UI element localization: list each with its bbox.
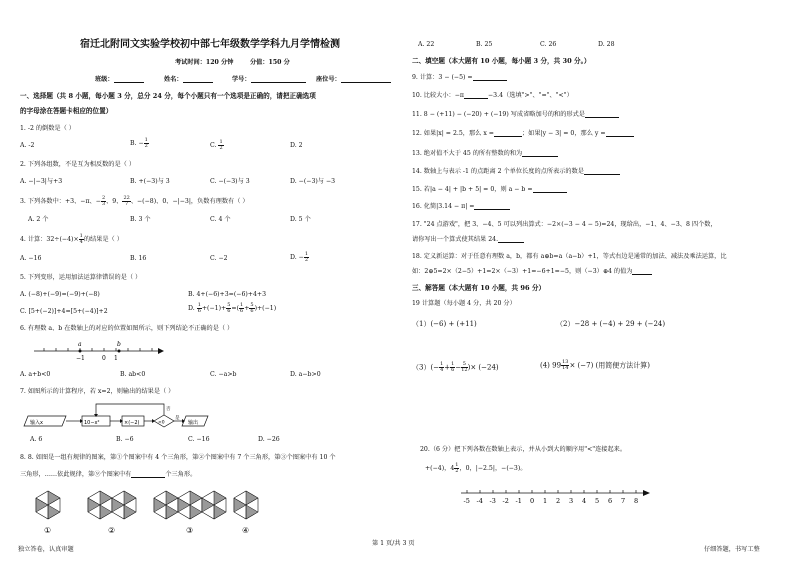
axis-label: 2 bbox=[556, 497, 561, 505]
q6-option-c[interactable]: C. −a>b bbox=[210, 371, 237, 378]
q5-option-b[interactable]: B. 4+(−6)+3=(−6)+4+3 bbox=[188, 291, 267, 298]
axis-label: 3 bbox=[569, 497, 574, 505]
flow-step1: 10−x² bbox=[84, 420, 100, 426]
q3-option-d[interactable]: D. 5 个 bbox=[290, 216, 311, 223]
svg-text:a: a bbox=[78, 341, 82, 348]
svg-text:b: b bbox=[117, 341, 121, 348]
q7-stem: 7. 如图所示的计算程序，若 x=2，则输出的结果是（ ） bbox=[20, 388, 175, 395]
axis-label: -1 bbox=[515, 497, 522, 505]
section3-heading: 三、解答题（本大题有 10 小题，共 96 分） bbox=[412, 284, 546, 292]
q2-option-b[interactable]: B. +(−3)与 3 bbox=[130, 178, 170, 185]
q6-stem: 6. 有理数 a、b 在数轴上的对应的位置如图所示，则下列结论不正确的是（ ） bbox=[20, 325, 234, 332]
axis-label: 6 bbox=[608, 497, 613, 505]
q8-option-c[interactable]: C. 26 bbox=[540, 41, 557, 48]
flow-output: 输出 bbox=[188, 420, 199, 426]
q18-line2: 如：2⊕5=2×（2−5）+1=2×（−3）+1=−6+1=−5，则（−3）⊕4 的值为 bbox=[412, 269, 652, 275]
q3-stem: 3. 下列各数中：+3、−π、− $\frac{2}{3}$ 、9、 $\frac{22}{7}$ 、−(−8)、0、−|−3|，负数有理数有（ ） bbox=[20, 195, 249, 207]
q19-part3: （3）(− $\frac{1}{4}$ + $\frac{1}{6}$ − $\frac{5}{12}$ )× (−24) bbox=[412, 361, 499, 373]
svg-text:0: 0 bbox=[102, 355, 106, 362]
q4-option-c[interactable]: C. −2 bbox=[210, 255, 228, 262]
axis-label: 7 bbox=[621, 497, 626, 505]
q9: 9. 计算：3 − (−5) = bbox=[412, 75, 507, 81]
q19-part4: (4) 99 $\frac{13}{14}$ × (−7) (用简便方法计算) bbox=[540, 359, 650, 371]
q8-option-b[interactable]: B. 25 bbox=[476, 41, 493, 48]
q6-number-line bbox=[30, 340, 170, 362]
q12: 12. 如果|x| = 2.5，那么 x = ；如果|y − 3| = 0，那么 y = bbox=[412, 131, 634, 137]
q6-option-d[interactable]: D. a−b>0 bbox=[290, 371, 321, 378]
q1-stem: 1. -2 的倒数是（ ） bbox=[20, 125, 75, 132]
axis-label: 5 bbox=[595, 497, 600, 505]
q1-option-d[interactable]: D. 2 bbox=[290, 142, 303, 149]
q7-option-c[interactable]: C. −16 bbox=[188, 436, 210, 443]
q3-option-c[interactable]: C. 4 个 bbox=[210, 216, 231, 223]
q4-stem: 4. 计算：32÷(−4)× $\frac{1}{4}$ 的结果是（ ） bbox=[20, 233, 123, 245]
q8-label-1: ① bbox=[44, 526, 52, 535]
q5-option-d[interactable]: D. $\frac{1}{6}$ +(−1)+ $\frac{5}{6}$ =( $\frac{1}{6}$ + $\frac{5}{6}$ )+(−1) bbox=[188, 302, 277, 314]
q10: 10. 比较大小：−π −3.4（选填">"、"="、"<"） bbox=[412, 92, 573, 99]
axis-label: 0 bbox=[530, 497, 535, 505]
axis-label: -3 bbox=[489, 497, 496, 505]
section1-heading: 一、选择题（共 8 小题，每小题 3 分，总分 24 分，每个小题只有一个选项是正确的，请把正确选项 bbox=[20, 92, 316, 100]
axis-label: -2 bbox=[502, 497, 509, 505]
q15: 15. 若|a − 4| + |b + 5| = 0，则 a − b = bbox=[412, 187, 567, 193]
footer-right: 仔细答题，书写工整 bbox=[704, 546, 760, 553]
q2-option-d[interactable]: D. −(−3)与 −3 bbox=[290, 178, 336, 185]
q5-option-a[interactable]: A. (−8)+(−9)=(−9)+(−8) bbox=[20, 291, 100, 298]
q8-label-4: ④ bbox=[242, 526, 250, 535]
section2-heading: 二、填空题（本大题有 10 小题，每小题 3 分，共 30 分。） bbox=[412, 57, 591, 65]
axis-label: 1 bbox=[543, 497, 548, 505]
q7-option-b[interactable]: B. −6 bbox=[116, 436, 134, 443]
q20: 20.（6 分）把下列各数在数轴上表示，并从小到大的顺序用"<"连接起来。 bbox=[420, 446, 627, 453]
section1-heading-2: 的字母涂在答题卡相应的位置） bbox=[20, 107, 113, 115]
q4-option-d[interactable]: D. − $\frac{1}{2}$ bbox=[290, 251, 309, 263]
q1-option-a[interactable]: A. -2 bbox=[20, 142, 35, 149]
q2-option-a[interactable]: A. −|−3|与+3 bbox=[20, 178, 63, 185]
q1-option-b[interactable]: B. − $\frac{1}{2}$ bbox=[130, 137, 148, 149]
student-id-field[interactable]: 学号： bbox=[232, 77, 306, 83]
flow-yes: 是 bbox=[175, 416, 180, 421]
q7-option-a[interactable]: A. 6 bbox=[30, 436, 43, 443]
q17: 17. "24 点游戏"，把 3、−4、5 可以列出算式：−2×(−3 − 4 − 5)=24，现给出，−1、4、−3、8 四个数， bbox=[412, 221, 717, 228]
q18: 18. 定义新运算：对于任意有理数 a，b，都有 a⊕b=a（a−b）+1，等式右边是通常的加法、减法及乘法运算，比 bbox=[412, 253, 727, 260]
axis-label: -5 bbox=[463, 497, 470, 505]
axis-label: 4 bbox=[582, 497, 587, 505]
q5-option-c[interactable]: C. [5+(−2)]+4=[5+(−4)]+2 bbox=[20, 308, 108, 315]
page-title: 宿迁北附同文实验学校初中部七年级数学学科九月学情检测 bbox=[80, 39, 340, 50]
exam-time: 考试时间：120 分钟 bbox=[175, 59, 234, 66]
q14: 14. 数轴上与表示 -1 的点距离 2 个单位长度的点所表示的数是 bbox=[412, 169, 620, 175]
footer-left: 独立答卷，认真审题 bbox=[18, 546, 74, 553]
q1-option-c[interactable]: C. $\frac{1}{2}$ bbox=[210, 139, 223, 151]
flow-step2: ×(−2) bbox=[124, 420, 140, 426]
svg-text:−1: −1 bbox=[76, 355, 85, 362]
seat-number-field[interactable]: 座位号： bbox=[316, 77, 391, 83]
q5-stem: 5. 下列变形，运用加法运算律错误的是（ ） bbox=[20, 274, 142, 281]
q16: 16. 化简|3.14 − π| = bbox=[412, 204, 510, 210]
q2-stem: 2. 下列各组数，不是互为相反数的是（ ） bbox=[20, 161, 136, 168]
q3-option-b[interactable]: B. 3 个 bbox=[130, 216, 151, 223]
flow-input: 输入x bbox=[30, 420, 43, 426]
q13: 13. 绝对值不大于 45 的所有整数的和为 bbox=[412, 151, 558, 157]
q6-option-b[interactable]: B. ab<0 bbox=[120, 371, 146, 378]
q19-part1: （1）(−6) + (+11) bbox=[412, 320, 477, 328]
q19: 19 计算题（每小题 4 分，共 20 分） bbox=[412, 300, 516, 307]
q20-numbers: +(−4)，4 $\frac{1}{2}$ ，0，|−2.5|，−(−3)。 bbox=[425, 462, 527, 474]
exam-score: 分值：150 分 bbox=[250, 59, 290, 66]
q7-flowchart bbox=[22, 400, 222, 430]
flow-condition: <0 bbox=[158, 420, 165, 426]
class-field[interactable]: 班级： bbox=[95, 77, 144, 83]
axis-label: 8 bbox=[634, 497, 639, 505]
q6-option-a[interactable]: A. a+b<0 bbox=[20, 371, 51, 378]
q3-option-a[interactable]: A. 2 个 bbox=[28, 216, 49, 223]
q8-label-3: ③ bbox=[186, 526, 194, 535]
page-number: 第 1 页/共 3 页 bbox=[372, 540, 415, 547]
q19-part2: （2）−28 + (−4) + 29 + (−24) bbox=[556, 320, 666, 328]
svg-text:1: 1 bbox=[114, 355, 118, 362]
flow-no: 否 bbox=[166, 407, 171, 412]
name-field[interactable]: 姓名： bbox=[164, 77, 213, 83]
q8-stem-2: 三角形，……依此规律，第⑨个图案中有 个三角形。 bbox=[20, 471, 197, 478]
q4-option-b[interactable]: B. 16 bbox=[130, 255, 147, 262]
q8-label-2: ② bbox=[108, 526, 116, 535]
q4-option-a[interactable]: A. −16 bbox=[20, 255, 42, 262]
q11: 11. 8 − (+11) − (−20) + (−19) 写成省略加号的和的形式是 bbox=[412, 112, 619, 118]
q8-option-d[interactable]: D. 28 bbox=[598, 41, 615, 48]
q8-option-a[interactable]: A. 22 bbox=[418, 41, 435, 48]
q20-number-line[interactable] bbox=[455, 485, 655, 507]
q8-stem: 8. 8. 如图是一组有规律的图案，第①个图案中有 4 个三角形，第②个图案中有 7 个三角形，第③个图案中有 10 个 bbox=[20, 454, 336, 461]
axis-label: -4 bbox=[476, 497, 483, 505]
q7-option-d[interactable]: D. −26 bbox=[258, 436, 280, 443]
q17-line2: 请你写出一个算式使其结果 24. bbox=[412, 237, 524, 243]
q8-pattern-figures bbox=[30, 487, 270, 535]
q2-option-c[interactable]: C. −(−3)与 3 bbox=[210, 178, 250, 185]
